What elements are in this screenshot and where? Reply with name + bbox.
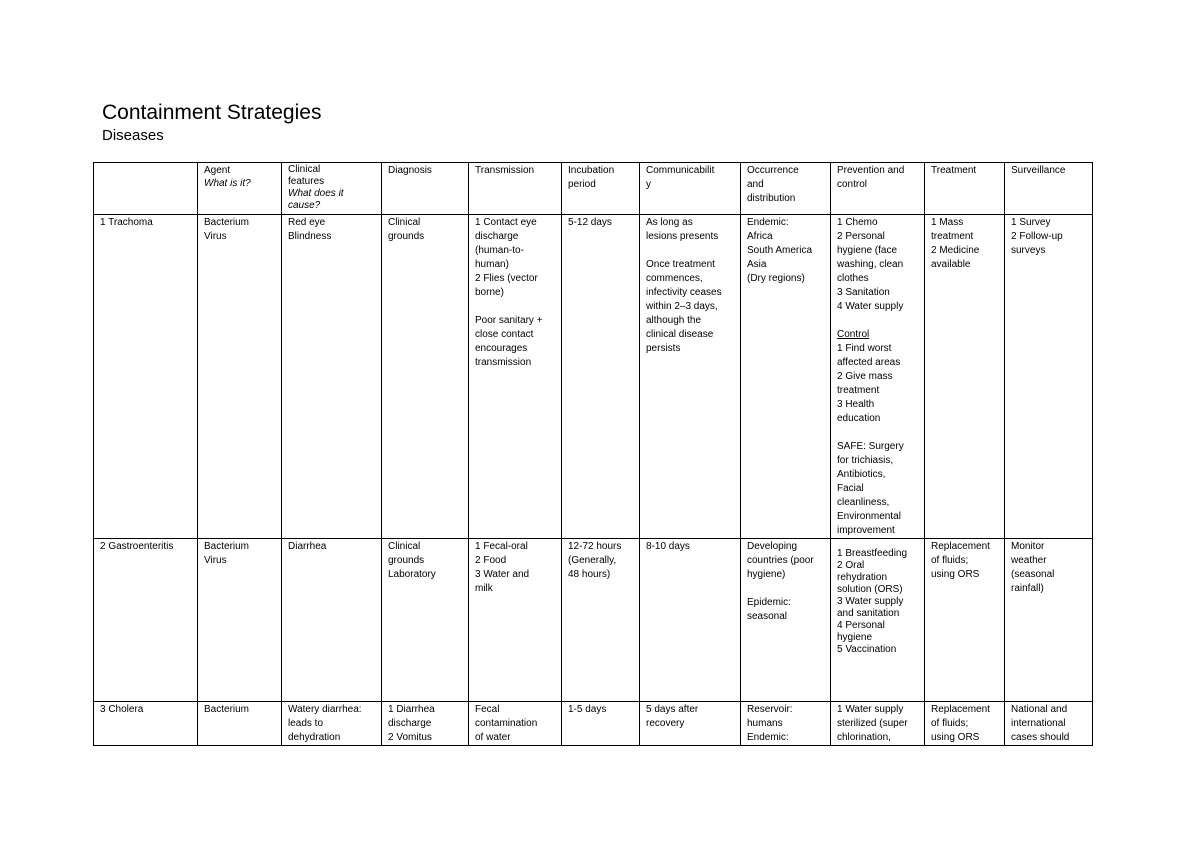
cell-line: 1 Diarrhea — [388, 704, 435, 715]
cell-line: 4 Personal — [837, 620, 885, 631]
header-label: distribution — [747, 193, 796, 204]
cell-line: 1 Survey — [1011, 217, 1051, 228]
header-label: features — [288, 176, 325, 187]
disease-cell — [94, 539, 198, 702]
cell-line: rainfall) — [1011, 583, 1044, 594]
cell-line: 3 Sanitation — [837, 287, 890, 298]
header-cell-prevention — [831, 163, 925, 215]
cell-line: 1 Contact eye — [475, 217, 537, 228]
cell-line: Antibiotics, — [837, 469, 886, 480]
cell-line: (seasonal — [1011, 569, 1055, 580]
cell-line: seasonal — [747, 611, 788, 622]
header-cell-clinical — [282, 163, 382, 215]
containment-table — [93, 162, 1093, 746]
header-label: control — [837, 179, 868, 190]
header-cell-treatment — [925, 163, 1005, 215]
cell-line: 5 Vaccination — [837, 644, 897, 655]
cell-line: 12-72 hours — [568, 541, 622, 552]
cell-line: cases should — [1011, 732, 1070, 743]
prevention-cell — [831, 702, 925, 746]
cell-line: Virus — [204, 231, 227, 242]
disease-name: 3 Cholera — [100, 704, 144, 715]
cell-line: Bacterium — [204, 704, 250, 715]
header-cell-communicability — [640, 163, 741, 215]
header-sublabel: cause? — [288, 200, 321, 211]
cell-line: for trichiasis, — [837, 455, 894, 466]
header-label: Surveillance — [1011, 165, 1066, 176]
cell-line: Facial — [837, 483, 864, 494]
cell-line: washing, clean — [837, 259, 904, 270]
cell-line: 1 Water supply — [837, 704, 904, 715]
cell-line: Red eye — [288, 217, 326, 228]
cell-line: international — [1011, 718, 1066, 729]
header-cell-transmission — [469, 163, 562, 215]
cell-line: (human-to- — [475, 245, 524, 256]
cell-line: National and — [1011, 704, 1068, 715]
cell-line: rehydration — [837, 572, 888, 583]
table-row — [94, 702, 1093, 746]
cell-line: education — [837, 413, 881, 424]
cell-line: 1 Fecal-oral — [475, 541, 528, 552]
header-cell-agent — [198, 163, 282, 215]
cell-line: improvement — [837, 525, 895, 536]
diagnosis-cell — [382, 539, 469, 702]
cell-line: commences, — [646, 273, 703, 284]
table-row — [94, 215, 1093, 539]
cell-line: treatment — [931, 231, 974, 242]
prevention-cell — [831, 539, 925, 702]
cell-line: contamination — [475, 718, 538, 729]
cell-line: 2 Follow-up — [1011, 231, 1063, 242]
surveillance-cell — [1005, 539, 1093, 702]
cell-line: of fluids; — [931, 718, 969, 729]
treatment-cell — [925, 215, 1005, 539]
cell-line: 2 Vomitus — [388, 732, 432, 743]
disease-name: 1 Trachoma — [100, 217, 153, 228]
header-sublabel: What does it — [288, 188, 344, 199]
disease-cell — [94, 215, 198, 539]
header-label: Communicabilit — [646, 165, 715, 176]
cell-line: humans — [747, 718, 783, 729]
cell-line: Endemic: — [747, 732, 789, 743]
cell-line: solution (ORS) — [837, 584, 903, 595]
cell-line: affected areas — [837, 357, 901, 368]
cell-line: 3 Water supply — [837, 596, 904, 607]
cell-line: Africa — [747, 231, 773, 242]
cell-line: cleanliness, — [837, 497, 890, 508]
header-cell-occurrence — [741, 163, 831, 215]
disease-cell — [94, 702, 198, 746]
treatment-cell — [925, 702, 1005, 746]
disease-name: 2 Gastroenteritis — [100, 541, 174, 552]
cell-line: 1-5 days — [568, 704, 607, 715]
cell-line: 3 Health — [837, 399, 875, 410]
cell-line: Diarrhea — [288, 541, 327, 552]
cell-line: borne) — [475, 287, 504, 298]
header-cell-disease — [94, 163, 198, 215]
header-label: Transmission — [475, 165, 535, 176]
cell-line: Replacement — [931, 541, 990, 552]
cell-line: treatment — [837, 385, 880, 396]
occurrence-cell — [741, 215, 831, 539]
cell-line: 1 Breastfeeding — [837, 548, 908, 559]
surveillance-cell — [1005, 702, 1093, 746]
cell-line: persists — [646, 343, 681, 354]
cell-line: Laboratory — [388, 569, 436, 580]
cell-line: 2 Oral — [837, 560, 865, 571]
cell-line: (Generally, — [568, 555, 617, 566]
cell-line: 48 hours) — [568, 569, 611, 580]
header-cell-diagnosis — [382, 163, 469, 215]
transmission-cell — [469, 702, 562, 746]
cell-line: 2 Medicine — [931, 245, 980, 256]
cell-line: infectivity ceases — [646, 287, 722, 298]
cell-line: 3 Water and — [475, 569, 530, 580]
cell-line: Once treatment — [646, 259, 715, 270]
table-row — [94, 539, 1093, 702]
cell-line: leads to — [288, 718, 324, 729]
cell-line: (Dry regions) — [747, 273, 805, 284]
header-label: Treatment — [931, 165, 977, 176]
communicability-cell — [640, 702, 741, 746]
cell-line: and sanitation — [837, 608, 900, 619]
communicability-cell — [640, 539, 741, 702]
cell-line: 5 days after — [646, 704, 699, 715]
cell-line: dehydration — [288, 732, 341, 743]
cell-line: South America — [747, 245, 813, 256]
cell-line: recovery — [646, 718, 685, 729]
cell-line: within 2–3 days, — [646, 301, 718, 312]
header-label: Diagnosis — [388, 165, 432, 176]
cell-line: encourages — [475, 343, 528, 354]
cell-line: 2 Personal — [837, 231, 885, 242]
cell-line: lesions presents — [646, 231, 719, 242]
clinical-cell — [282, 702, 382, 746]
header-row — [94, 163, 1093, 215]
cell-line: Monitor — [1011, 541, 1045, 552]
cell-line: Developing — [747, 541, 798, 552]
occurrence-cell — [741, 539, 831, 702]
surveillance-cell — [1005, 215, 1093, 539]
cell-line: 2 Food — [475, 555, 507, 566]
header-label: Clinical — [288, 164, 321, 175]
diagnosis-cell — [382, 215, 469, 539]
clinical-cell — [282, 215, 382, 539]
header-label: y — [646, 179, 651, 190]
occurrence-cell — [741, 702, 831, 746]
cell-line: Environmental — [837, 511, 901, 522]
incubation-cell — [562, 702, 640, 746]
header-label: and — [747, 179, 764, 190]
cell-line: 1 Find worst — [837, 343, 892, 354]
header-cell-surveillance — [1005, 163, 1093, 215]
cell-line: Clinical — [388, 217, 421, 228]
cell-line: Asia — [747, 259, 767, 270]
header-label: period — [568, 179, 596, 190]
cell-line: 5-12 days — [568, 217, 612, 228]
cell-line: 8-10 days — [646, 541, 690, 552]
cell-line: grounds — [388, 231, 425, 242]
cell-line: although the — [646, 315, 702, 326]
prevention-cell — [831, 215, 925, 539]
cell-line: Replacement — [931, 704, 990, 715]
treatment-cell — [925, 539, 1005, 702]
cell-line: hygiene — [837, 632, 873, 643]
cell-line: of water — [475, 732, 511, 743]
header-sublabel: What is it? — [204, 178, 251, 189]
agent-cell — [198, 539, 282, 702]
cell-line: Reservoir: — [747, 704, 793, 715]
cell-line: close contact — [475, 329, 534, 340]
transmission-cell — [469, 539, 562, 702]
page-subtitle: Diseases — [102, 127, 164, 144]
cell-line: using ORS — [931, 732, 980, 743]
cell-line: Epidemic: — [747, 597, 791, 608]
cell-line: available — [931, 259, 971, 270]
cell-line: 2 Give mass — [837, 371, 893, 382]
cell-line: 1 Chemo — [837, 217, 878, 228]
cell-line: Virus — [204, 555, 227, 566]
cell-line: discharge — [475, 231, 519, 242]
cell-line: 2 Flies (vector — [475, 273, 538, 284]
cell-line: Poor sanitary + — [475, 315, 543, 326]
cell-line: 1 Mass — [931, 217, 964, 228]
cell-line: Fecal — [475, 704, 500, 715]
cell-line: hygiene) — [747, 569, 786, 580]
cell-line: Clinical — [388, 541, 421, 552]
page-title: Containment Strategies — [102, 101, 322, 124]
cell-line: Blindness — [288, 231, 332, 242]
cell-line: discharge — [388, 718, 432, 729]
cell-line: milk — [475, 583, 493, 594]
communicability-cell — [640, 215, 741, 539]
cell-line: countries (poor — [747, 555, 814, 566]
cell-line: of fluids; — [931, 555, 969, 566]
cell-line: hygiene (face — [837, 245, 898, 256]
cell-line: Watery diarrhea: — [288, 704, 362, 715]
cell-line: Endemic: — [747, 217, 789, 228]
cell-line: As long as — [646, 217, 693, 228]
cell-line: Bacterium — [204, 541, 250, 552]
cell-line: clothes — [837, 273, 869, 284]
transmission-cell — [469, 215, 562, 539]
header-label: Incubation — [568, 165, 615, 176]
header-label: Occurrence — [747, 165, 799, 176]
cell-line: Bacterium — [204, 217, 250, 228]
cell-line: using ORS — [931, 569, 980, 580]
cell-line: weather — [1011, 555, 1047, 566]
cell-line: transmission — [475, 357, 532, 368]
header-label: Agent — [204, 165, 231, 176]
cell-line: sterilized (super — [837, 718, 908, 729]
header-label: Prevention and — [837, 165, 905, 176]
agent-cell — [198, 702, 282, 746]
cell-line: grounds — [388, 555, 425, 566]
incubation-cell — [562, 215, 640, 539]
control-heading: Control — [837, 329, 870, 340]
cell-line: human) — [475, 259, 509, 270]
cell-line: surveys — [1011, 245, 1046, 256]
cell-line: chlorination, — [837, 732, 891, 743]
header-cell-incubation — [562, 163, 640, 215]
agent-cell — [198, 215, 282, 539]
cell-line: 4 Water supply — [837, 301, 904, 312]
incubation-cell — [562, 539, 640, 702]
cell-line: SAFE: Surgery — [837, 441, 904, 452]
clinical-cell — [282, 539, 382, 702]
diagnosis-cell — [382, 702, 469, 746]
cell-line: clinical disease — [646, 329, 714, 340]
